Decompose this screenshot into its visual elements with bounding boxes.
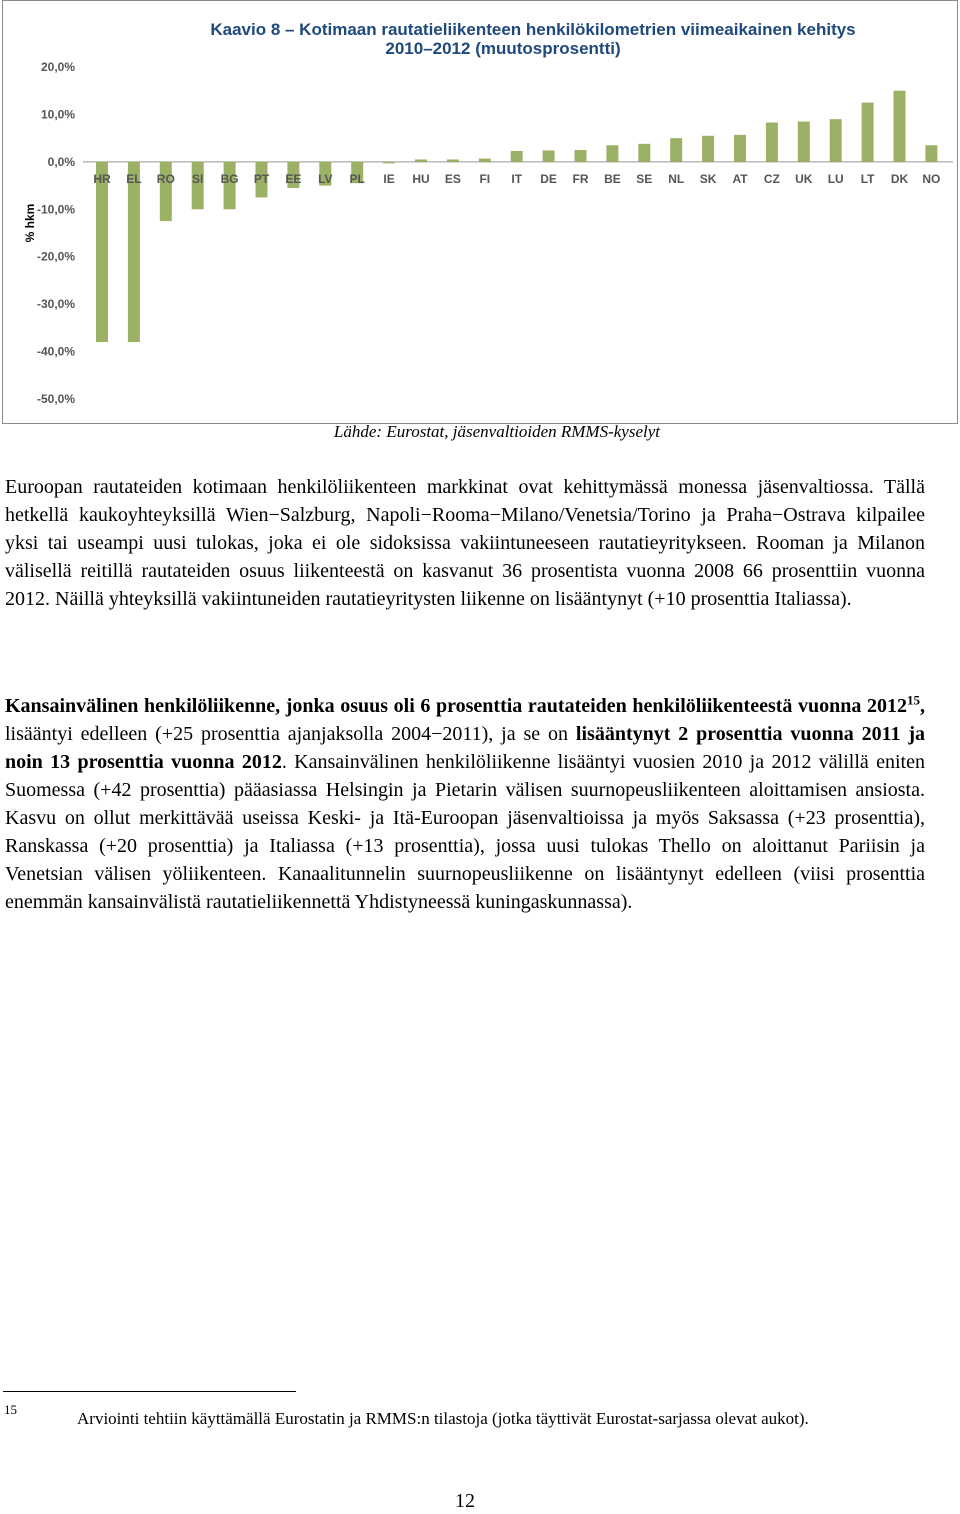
x-category-label: SI: [192, 172, 204, 186]
footnote-number: 15: [4, 1402, 17, 1417]
paragraph-1-sentences-b: Rooman ja Milanon välisellä reitillä rautateiden osuus liikenteestä on kasvanut 36 prosentista vuonna 2008 66 prosenttiin vuonna 2012. Näillä yhteyksillä vakiintuneiden rautatieyritysten liikenne on lisääntynyt (+10 prosenttia Italiassa).: [5, 532, 925, 610]
x-category-label: FI: [479, 172, 491, 186]
bar-cz: [766, 122, 778, 161]
bar-fi: [479, 159, 491, 162]
x-category-label: SK: [699, 172, 717, 186]
chart-frame: [2, 0, 958, 424]
bar-ro: [160, 162, 172, 221]
y-tick-label: -20,0%: [36, 249, 75, 264]
x-category-label: LV: [318, 172, 333, 186]
y-tick-label: 0,0%: [47, 154, 75, 169]
x-category-label: BG: [220, 172, 239, 186]
paragraph-2-text-b: . Kansainvälinen henkilöliikenne lisääntyi vuosien 2010 ja 2012 välillä eniten Suomessa (+42 prosenttia) pääasiassa Helsingin ja Pietarin välisen suurnopeusliikenteen aloittamisen ansiosta. Kasvu on ollut merkittävää useissa Keski- ja Itä-Euroopan jäsenvaltioissa ja myös Saksassa (+23 prosenttia), Ranskassa (+20 prosenttia) ja Italiassa (+13 prosenttia), jossa uusi tulokas Thello on aloittanut Pariisin ja Venetsian välisen yöliikenteen. Kanaalitunnelin suurnopeusliikenne on lisääntynyt edelleen (viisi prosenttia enemmän kansainvälistä rautatieliikennettä Yhdistyneessä kuningaskunnassa).: [5, 751, 925, 913]
bar-no: [925, 145, 937, 162]
paragraph-2-bold-comma: ,: [920, 695, 925, 717]
x-category-label: LU: [827, 172, 844, 186]
paragraph-1: [5, 473, 925, 613]
page-number: 12: [455, 1490, 475, 1512]
paragraph-1-sentences-a: Euroopan rautateiden kotimaan henkilöliikenteen markkinat ovat kehittymässä monessa jäsenvaltiossa. Tällä hetkellä kaukoyhteyksillä Wien−Salzburg, Napoli−Rooma−Milano/Venetsia/Torino ja Praha−Ostrava kilpailee yksi tai useampi uusi tulokas, joka ei ole sidoksissa vakiintuneeseen rautatieyritykseen.: [5, 476, 925, 554]
bar-se: [638, 144, 650, 162]
y-tick-label: 10,0%: [40, 107, 75, 122]
bar-fr: [575, 150, 587, 162]
x-category-label: UK: [795, 172, 813, 186]
x-category-label: PT: [253, 172, 270, 186]
x-category-label: CZ: [763, 172, 780, 186]
bar-hu: [415, 159, 427, 161]
bar-de: [543, 150, 555, 161]
x-category-label: BE: [604, 172, 621, 186]
x-category-label: ES: [444, 172, 461, 186]
bar-it: [511, 151, 523, 162]
bar-lt: [862, 103, 874, 162]
chart-title-line1: Kaavio 8 – Kotimaan rautatieliikenteen henkilökilometrien viimeaikainen kehitys: [210, 20, 856, 39]
x-category-label: FR: [572, 172, 589, 186]
footnote-reference[interactable]: 15: [907, 692, 920, 708]
x-category-label: RO: [156, 172, 175, 186]
footnote-separator: [3, 1391, 296, 1392]
x-category-label: IE: [383, 172, 395, 186]
x-category-label: NL: [668, 172, 685, 186]
paragraph-2-bold-lead: Kansainvälinen henkilöliikenne, jonka osuus oli 6 prosenttia rautateiden henkilöliikenteestä vuonna 2012: [5, 695, 907, 717]
x-category-label: HU: [412, 172, 430, 186]
source-note: Lähde: Eurostat, jäsenvaltioiden RMMS-kyselyt: [333, 422, 660, 441]
x-category-label: NO: [922, 172, 941, 186]
chart-title-line2: 2010–2012 (muutosprosentti): [385, 39, 621, 58]
paragraph-2-bold-growth: lisääntynyt 2 prosenttia vuonna 2011 ja noin 13 prosenttia vuonna 2012: [5, 723, 926, 773]
bar-chart: [3, 1, 957, 423]
x-category-label: AT: [732, 172, 748, 186]
x-category-label: SE: [636, 172, 653, 186]
bar-lu: [830, 119, 842, 162]
paragraph-2-text-a: lisääntyi edelleen (+25 prosenttia ajanjaksolla 2004−2011), ja se on: [5, 723, 576, 745]
bar-at: [734, 135, 746, 162]
bar-es: [447, 159, 459, 161]
bar-hr: [96, 162, 108, 342]
y-tick-label: -30,0%: [36, 297, 75, 312]
y-tick-label: 20,0%: [40, 60, 75, 74]
y-tick-label: -40,0%: [36, 344, 75, 359]
x-category-label: PL: [349, 172, 365, 186]
x-category-label: EL: [126, 172, 142, 186]
paragraph-2: [5, 692, 925, 916]
x-category-label: EE: [285, 172, 302, 186]
x-category-label: HR: [93, 172, 111, 186]
bar-el: [128, 162, 140, 342]
x-category-label: IT: [511, 172, 523, 186]
x-category-label: DE: [540, 172, 557, 186]
y-tick-label: -50,0%: [36, 392, 75, 406]
y-tick-label: -10,0%: [36, 202, 75, 217]
bar-be: [606, 145, 618, 162]
x-category-label: LT: [860, 172, 875, 186]
x-category-label: DK: [890, 172, 909, 186]
bar-sk: [702, 136, 714, 162]
y-axis-label: % hkm: [23, 203, 37, 243]
bar-dk: [894, 91, 906, 162]
footnote-text: Arviointi tehtiin käyttämällä Eurostatin ja RMMS:n tilastoja (jotka täyttivät Eurostat-sarjassa olevat aukot).: [77, 1409, 809, 1428]
bar-ie: [383, 162, 395, 164]
bar-uk: [798, 122, 810, 162]
bar-nl: [670, 138, 682, 162]
